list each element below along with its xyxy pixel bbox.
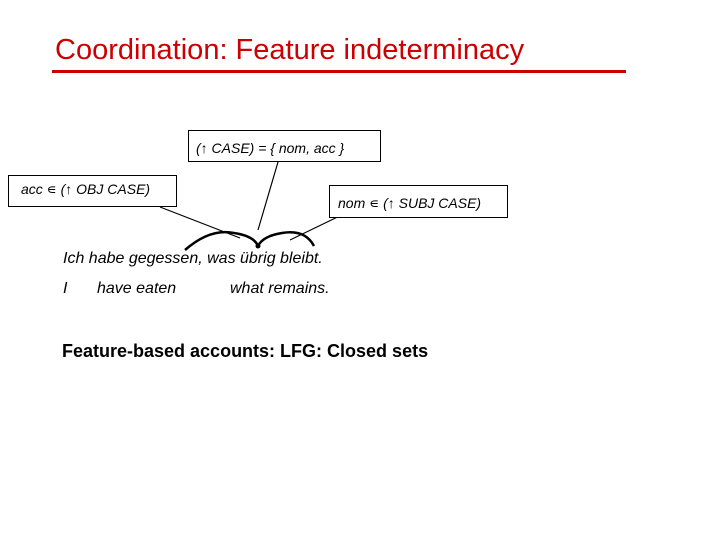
gloss-word-2: have eaten <box>97 280 177 297</box>
subj-case-box: nom ∊ (↑ SUBJ CASE) <box>329 185 508 218</box>
gloss-word-1: I <box>63 280 68 297</box>
connector-middle <box>258 162 278 230</box>
merge-brace-right <box>258 232 314 246</box>
slide-title: Coordination: Feature indeterminacy <box>55 34 525 66</box>
obj-case-box: acc ∊ (↑ OBJ CASE) <box>8 175 177 207</box>
accounts-heading: Feature-based accounts: LFG: Closed sets <box>62 341 429 361</box>
case-set-box: (↑ CASE) = { nom, acc } <box>188 130 381 162</box>
gloss-word-3: what remains. <box>230 280 330 297</box>
example-sentence: Ich habe gegessen, was übrig bleibt. <box>63 250 323 267</box>
merge-point <box>256 244 261 249</box>
merge-brace-left <box>185 232 258 250</box>
